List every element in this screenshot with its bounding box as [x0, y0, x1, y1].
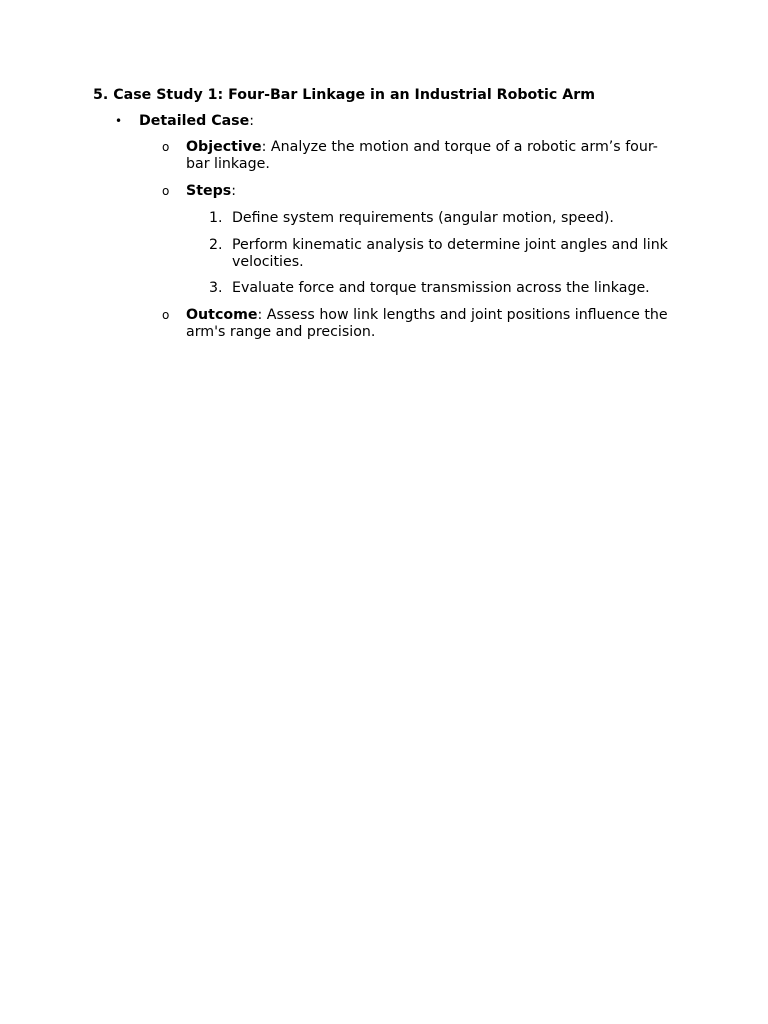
step-number: 3.: [209, 280, 223, 296]
bullet-circle-icon: o: [162, 140, 170, 154]
step-text: Define system requirements (angular motion, speed).: [232, 210, 614, 226]
outcome-label: Outcome: [186, 307, 258, 323]
objective-text: [186, 139, 666, 173]
section-title: Case Study 1: Four-Bar Linkage in an Industrial Robotic Arm: [113, 87, 595, 103]
section-heading: [93, 87, 713, 104]
detailed-case-suffix: :: [249, 113, 255, 129]
bullet-disc-icon: •: [115, 114, 123, 128]
step-number: 2.: [209, 237, 223, 253]
outcome-text: [186, 307, 671, 341]
steps-suffix: :: [231, 183, 237, 199]
steps-label: Steps: [186, 183, 232, 199]
steps-line: [186, 183, 676, 200]
step-text: Evaluate force and torque transmission across the linkage.: [232, 280, 650, 296]
outcome-body: : Assess how link lengths and joint positions influence the arm's range and precision.: [186, 307, 668, 340]
section-number: 5.: [93, 87, 109, 103]
detailed-case-line: [139, 113, 254, 130]
detailed-case-label: Detailed Case: [139, 113, 250, 129]
step-number: 1.: [209, 210, 223, 226]
objective-body: : Analyze the motion and torque of a robotic arm’s four-bar linkage.: [186, 139, 658, 172]
bullet-circle-icon: o: [162, 184, 170, 198]
objective-label: Objective: [186, 139, 262, 155]
bullet-circle-icon: o: [162, 308, 170, 322]
step-text: Perform kinematic analysis to determine joint angles and link velocities.: [232, 237, 668, 270]
